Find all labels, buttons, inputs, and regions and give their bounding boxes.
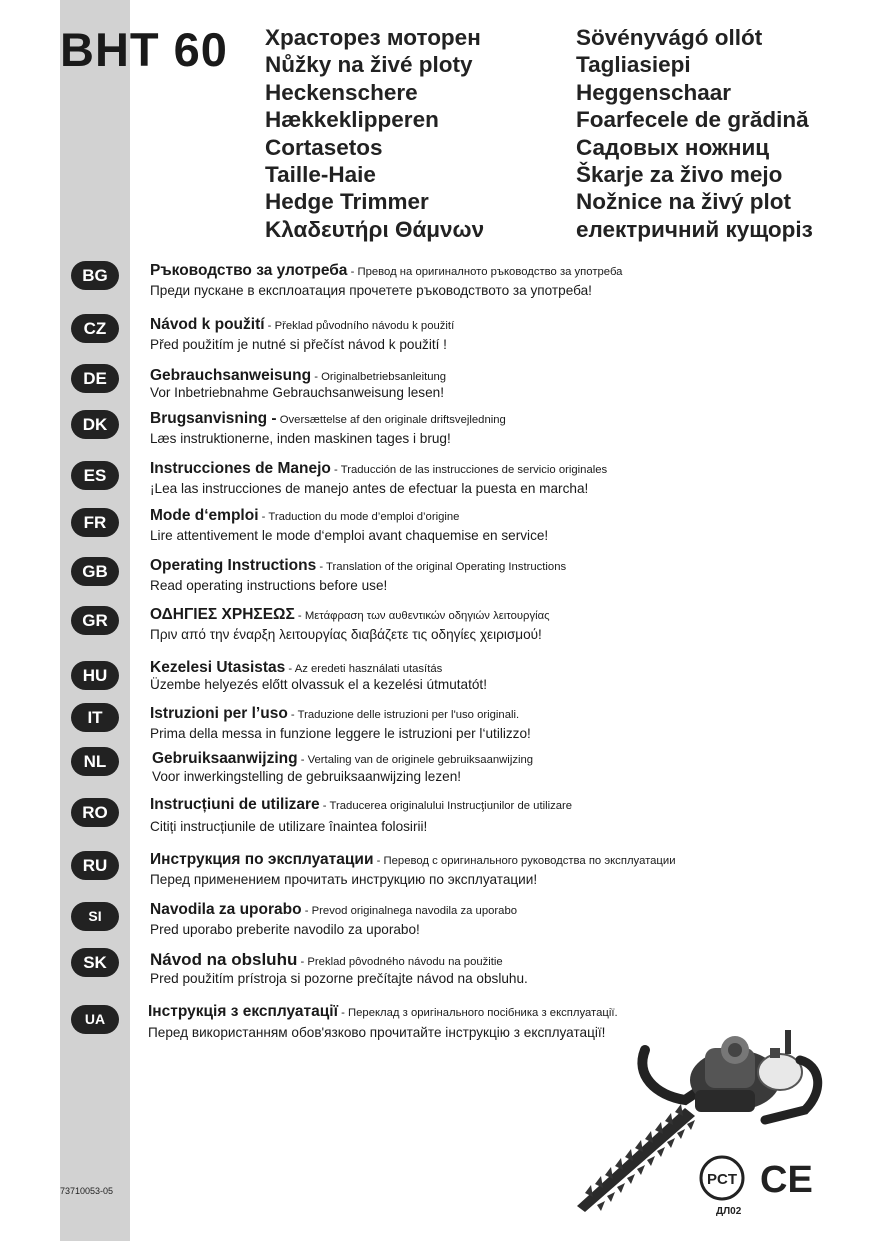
certification-code: ДЛ02	[716, 1206, 742, 1217]
entry-title: ΟΔΗΓΙΕΣ ΧΡΗΣΕΩΣ	[150, 606, 295, 623]
language-badge: IT	[71, 703, 119, 732]
language-badge: CZ	[71, 314, 119, 343]
language-badge: HU	[71, 661, 119, 690]
language-entry-nl	[152, 750, 533, 784]
language-badge: GB	[71, 557, 119, 586]
product-title: Sövényvágó ollót	[576, 25, 763, 50]
entry-instruction: Перед використанням обов'язково прочитайте інструкцію з експлуатації!	[148, 1025, 606, 1040]
pct-mark-icon	[701, 1157, 743, 1199]
language-entry-sk	[150, 950, 528, 986]
language-entry-ua	[148, 1003, 618, 1040]
language-badge: FR	[71, 508, 119, 537]
language-entry-gr	[150, 606, 550, 642]
language-entry-ro	[150, 796, 572, 834]
entry-title: Инструкция по эксплуатации	[150, 851, 374, 868]
entry-subtitle: - Az eredeti használati utasítás	[285, 663, 443, 675]
entry-title: Brugsanvisning -	[150, 410, 277, 427]
entry-instruction: Lire attentivement le mode d‘emploi avant chaquemise en service!	[150, 528, 549, 543]
entry-subtitle: - Traduzione delle istruzioni per l'uso originali.	[287, 709, 520, 721]
entry-title: Gebruiksaanwijzing	[152, 750, 298, 767]
entry-subtitle: - Traducción de las instrucciones de servicio originales	[330, 464, 608, 476]
language-entry-de	[150, 367, 446, 400]
entry-instruction: Pred použitím prístroja si pozorne prečítajte návod na obsluhu.	[150, 971, 528, 986]
entry-title: Návod k použití	[150, 316, 265, 333]
language-badge: GR	[71, 606, 119, 635]
document-number: 73710053-05	[60, 1186, 114, 1196]
language-badge: BG	[71, 261, 119, 290]
product-title: Tagliasiepi	[576, 52, 691, 78]
entry-subtitle: - Traduction du mode d’emploi d’origine	[258, 511, 460, 523]
language-entry-bg	[150, 262, 622, 298]
product-title: Hækkeklipperen	[265, 107, 439, 133]
product-title: Heggenschaar	[576, 79, 732, 105]
entry-instruction: Üzembe helyezés előtt olvassuk el a kezelési útmutatót!	[150, 677, 487, 692]
entry-title: Mode d‘emploi	[150, 507, 259, 524]
certification-marks	[696, 1150, 826, 1206]
product-title: Škarje za živo mejo	[576, 162, 783, 188]
product-title: Nožnice na živý plot	[576, 189, 792, 215]
language-badge: SI	[71, 902, 119, 931]
language-entry-cz	[150, 316, 454, 352]
entry-instruction: ¡Lea las instrucciones de manejo antes de efectuar la puesta en marcha!	[150, 481, 589, 496]
language-entry-es	[150, 460, 607, 496]
entry-subtitle: - Překlad původního návodu k použití	[264, 320, 455, 332]
entry-title: Інструкція з експлуатації	[148, 1003, 338, 1020]
language-entry-dk	[150, 410, 506, 446]
entry-subtitle: - Переклад з оригінального посібника з експлуатації.	[337, 1007, 618, 1019]
product-title: Foarfecele de grădină	[576, 107, 809, 133]
product-title: Садовых ножниц	[576, 134, 770, 160]
entry-title: Návod na obsluhu	[150, 950, 298, 969]
entry-title: Gebrauchsanweisung	[150, 367, 312, 384]
product-title: Taille-Haie	[265, 162, 376, 188]
entry-instruction: Πριν από την έναρξη λειτουργίας διαβάζετε τις οδηγίες χειρισμού!	[150, 627, 542, 642]
language-badge: DE	[71, 364, 119, 393]
entry-title: Kezelesi Utasistas	[150, 659, 286, 676]
entry-subtitle: - Traducerea originalului Instrucţiunilor de utilizare	[319, 800, 573, 812]
entry-instruction: Před použitím je nutné si přečíst návod k použití !	[150, 337, 447, 352]
entry-subtitle: - Перевод с оригинального руководства по эксплуатации	[373, 855, 676, 867]
language-entry-ru	[150, 851, 676, 887]
pct-mark-text: PCT	[707, 1171, 737, 1188]
language-badge: UA	[71, 1005, 119, 1034]
product-title: електричний кущоріз	[576, 216, 813, 242]
entry-title: Instrucciones de Manejo	[150, 460, 331, 477]
entry-subtitle: - Translation of the original Operating Instructions	[316, 561, 567, 573]
entry-title: Instrucțiuni de utilizare	[150, 796, 320, 813]
entry-instruction: Преди пускане в експлоатация прочетете ръководството за употреба!	[150, 283, 592, 298]
language-badge: DK	[71, 410, 119, 439]
entry-title: Navodila za uporabo	[150, 901, 302, 918]
trimmer-body	[690, 1030, 818, 1120]
entry-subtitle: - Originalbetriebsanleitung	[311, 371, 447, 383]
entry-subtitle: - Prevod originalnega navodila za uporabo	[301, 905, 518, 917]
entry-title: Operating Instructions	[150, 557, 317, 574]
product-titles-column-1	[265, 24, 484, 243]
entry-instruction: Læs instruktionerne, inden maskinen tages i brug!	[150, 431, 451, 446]
entry-subtitle: - Preklad pôvodného návodu na použitie	[297, 956, 503, 968]
ce-mark-icon	[760, 1159, 813, 1201]
product-title: Κλαδευτήρι Θάμνων	[265, 216, 485, 242]
entry-instruction: Voor inwerkingstelling de gebruiksaanwijzing lezen!	[152, 769, 462, 784]
language-badge: RO	[71, 798, 119, 827]
language-badge: NL	[71, 747, 119, 776]
entry-instruction: Read operating instructions before use!	[150, 578, 388, 593]
language-entry-si	[150, 901, 517, 937]
product-title: Храсторез моторен	[265, 25, 481, 50]
product-titles-column-2	[576, 24, 813, 243]
entry-subtitle: Oversættelse af den originale driftsvejledning	[276, 414, 506, 426]
language-entry-gb	[150, 557, 566, 593]
language-entry-fr	[150, 507, 548, 543]
entry-instruction: Pred uporabo preberite navodilo za uporabo!	[150, 922, 420, 937]
product-title: Cortasetos	[265, 134, 383, 160]
entry-subtitle: - Vertaling van de originele gebruiksaanwijzing	[297, 754, 534, 766]
language-entry-it	[150, 705, 531, 741]
entry-title: Istruzioni per l’uso	[150, 705, 288, 722]
entry-instruction: Prima della messa in funzione leggere le istruzioni per l‘utilizzo!	[150, 726, 531, 741]
entry-instruction: Citiți instrucțiunile de utilizare înaintea folosirii!	[150, 819, 428, 834]
product-title: Nůžky na živé ploty	[265, 52, 473, 78]
trimmer-blade	[577, 1104, 695, 1212]
entry-instruction: Vor Inbetriebnahme Gebrauchsanweisung lesen!	[150, 385, 444, 400]
language-badge: SK	[71, 948, 119, 977]
language-badge: ES	[71, 461, 119, 490]
entry-subtitle: - Μετάφραση των αυθεντικών οδηγιών λειτουργίας	[294, 610, 550, 622]
product-title: Hedge Trimmer	[265, 189, 429, 215]
language-entry-hu	[150, 659, 487, 692]
entry-instruction: Перед применением прочитать инструкцию по эксплуатации!	[150, 872, 538, 887]
language-badge: RU	[71, 851, 119, 880]
product-title: Heckenschere	[265, 79, 418, 105]
entry-title: Ръководство за улотреба	[150, 262, 348, 279]
model-name: BHT 60	[60, 23, 228, 76]
entry-subtitle: - Превод на оригиналното ръководство за употреба	[347, 266, 623, 278]
ce-mark-text: CE	[760, 1159, 813, 1201]
